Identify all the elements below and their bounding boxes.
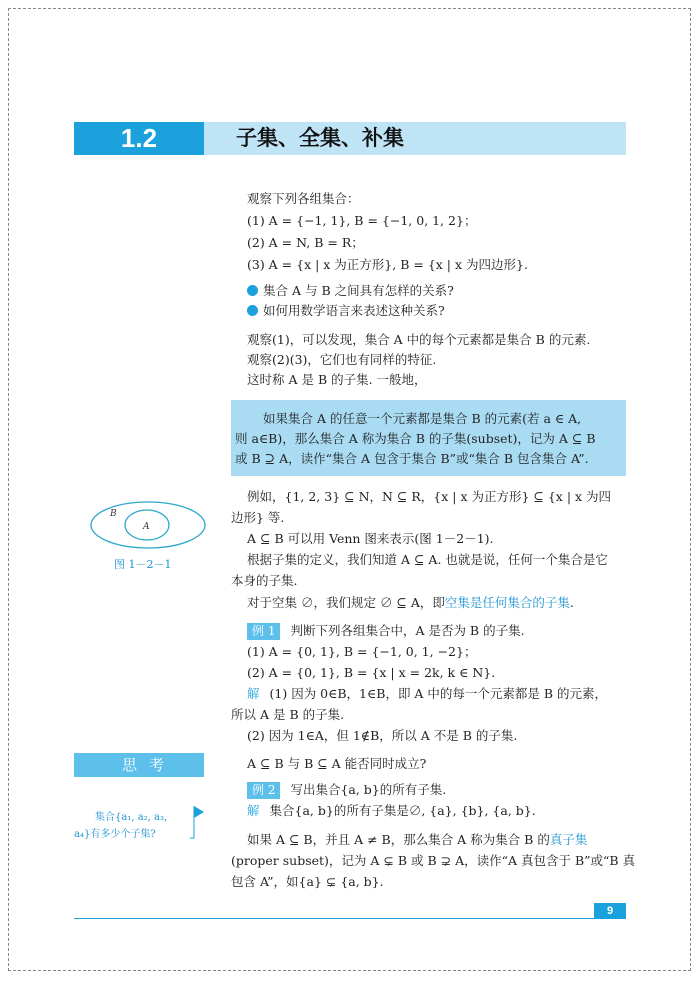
proper-line (247, 830, 587, 850)
example1-item: (2) A = {0, 1}, B = {x | x = 2k, k ∈ N}. (247, 665, 496, 680)
bullet-icon (247, 285, 258, 296)
think-label: 思考 (74, 753, 204, 777)
solution-line: 所以 A 是 B 的子集. (231, 707, 345, 722)
example1-item: (1) A = {0, 1}, B = {−1, 0, 1, −2}； (247, 644, 477, 659)
empty-set-line (247, 593, 574, 613)
example-tag: 例 1 (247, 623, 280, 640)
text-line: 例如，{1, 2, 3} ⊆ N，N ⊆ R，{x | x 为正方形} ⊆ {x | x 为四 (247, 489, 612, 504)
intro-lead: 观察下列各组集合： (247, 191, 360, 206)
question (247, 301, 445, 321)
text-line: 本身的子集. (231, 573, 298, 588)
solution-tag: 解 (247, 686, 260, 701)
text-line: A ⊆ B 可以用 Venn 图来表示(图 1－2－1). (247, 531, 494, 546)
text: 对于空集 ∅，我们规定 ∅ ⊆ A，即 (247, 595, 445, 610)
text: . (569, 595, 574, 610)
text: 写出集合{a, b}的所有子集. (290, 782, 447, 797)
text: 如果 A ⊆ B，并且 A ≠ B，那么集合 A 称为集合 B 的 (247, 832, 550, 847)
definition-line: 或 B ⊇ A，读作“集合 A 包含于集合 B”或“集合 B 包含集合 A”. (235, 451, 589, 466)
side-note: a₄}有多少个子集? (74, 829, 156, 840)
proper-line: (proper subset)，记为 A ⊊ B 或 B ⊋ A，读作“A 真包含于 B”或“B 真 (231, 853, 636, 868)
flag-icon (190, 804, 206, 840)
section-title: 子集、全集、补集 (204, 122, 626, 155)
question-text: 集合 A 与 B 之间具有怎样的关系? (263, 283, 454, 298)
example1-prompt (247, 621, 525, 641)
text: (1) 因为 0∈B，1∈B，即 A 中的每一个元素都是 B 的元素， (269, 686, 608, 701)
highlight-text: 空集是任何集合的子集 (444, 595, 570, 610)
text-line: 根据子集的定义，我们知道 A ⊆ A. 也就是说，任何一个集合是它 (247, 552, 608, 567)
intro-item: (1) A = {−1, 1}, B = {−1, 0, 1, 2}； (247, 213, 477, 228)
side-note: 集合{a₁, a₂, a₃, (95, 812, 168, 823)
definition-line: 如果集合 A 的任意一个元素都是集合 B 的元素(若 a ∈ A, (263, 411, 582, 426)
intro-item: (2) A = N, B = R； (247, 235, 364, 250)
text: 集合{a, b}的所有子集是∅, {a}, {b}, {a, b}. (269, 803, 536, 818)
observe-line: 观察(1)，可以发现，集合 A 中的每个元素都是集合 B 的元素. (247, 332, 591, 347)
text: 判断下列各组集合中，A 是否为 B 的子集. (290, 623, 525, 638)
solution-line (247, 801, 536, 821)
venn-diagram (88, 498, 210, 552)
venn-label-b: B (110, 509, 117, 519)
definition-line: 则 a∈B)，那么集合 A 称为集合 B 的子集(subset)，记为 A ⊆ B (235, 431, 596, 446)
observe-line: 这时称 A 是 B 的子集. 一般地， (247, 372, 427, 387)
proper-line: 包含 A”，如{a} ⊊ {a, b}. (231, 874, 384, 889)
solution-line (247, 684, 607, 704)
question-text: 如何用数学语言来表述这种关系? (263, 303, 445, 318)
example-tag: 例 2 (247, 782, 280, 799)
definition-box (231, 400, 626, 476)
solution-tag: 解 (247, 803, 260, 818)
venn-label-a: A (143, 522, 150, 532)
footer-rule (74, 918, 626, 919)
intro-item: (3) A = {x | x 为正方形}, B = {x | x 为四边形}. (247, 257, 528, 272)
section-number: 1.2 (74, 122, 204, 155)
highlight-text: 真子集 (549, 832, 588, 847)
solution-line: (2) 因为 1∈A，但 1∉B，所以 A 不是 B 的子集. (247, 728, 518, 743)
text-line: 边形} 等. (231, 510, 285, 525)
observe-line: 观察(2)(3)，它们也有同样的特征. (247, 352, 437, 367)
figure-caption: 图 1－2－1 (114, 558, 172, 571)
page-number: 9 (594, 903, 626, 919)
think-question: A ⊆ B 与 B ⊆ A 能否同时成立? (247, 756, 427, 771)
question (247, 281, 454, 301)
bullet-icon (247, 305, 258, 316)
example2-prompt (247, 780, 446, 800)
